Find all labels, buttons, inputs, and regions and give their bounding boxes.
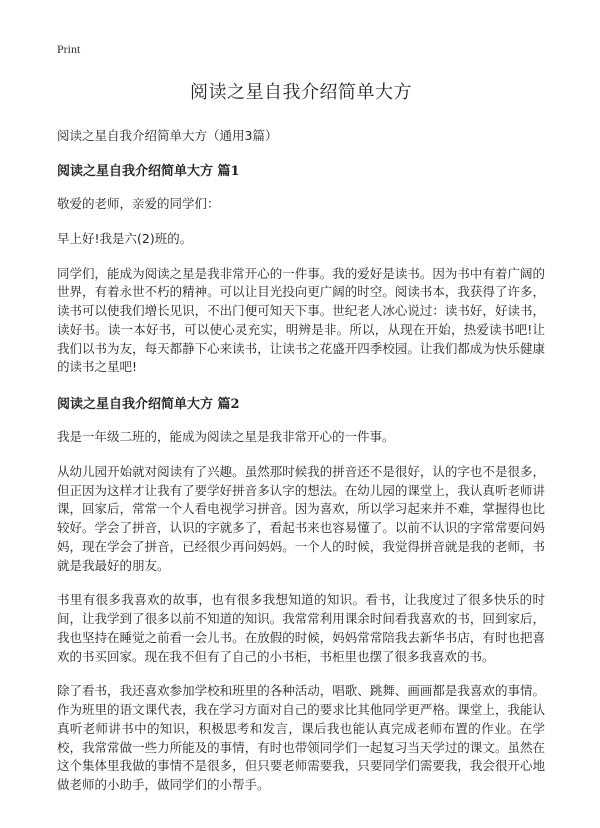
section-heading: 阅读之星自我介绍简单大方 篇2	[57, 397, 240, 412]
paragraph: 我是一年级二班的，能成为阅读之星是我非常开心的一件事。	[57, 429, 395, 444]
print-link[interactable]: Print	[57, 42, 81, 56]
paragraph: 除了看书，我还喜欢参加学校和班里的各种活动，唱歌、跳舞、画画都是我喜欢的事情。作为班里的语文课代表，我在学习方面对自己的要求比其他同学更严格。课堂上，我能认真听老师讲书中的知识，积极思考和发言，课后我也能认真完成老师布置的作业。在学校，我常常做一些力所能及的事情，有时也带领同学们一起复习当天学过的课文。虽然在这个集体里我做的事情不是很多，但只要老师需要我，只要同学们需要我，我会很开心地做老师的小助手，做同学们的小帮手。	[57, 683, 545, 792]
section-1	[57, 160, 545, 377]
section-2	[57, 393, 545, 795]
paragraph: 敬爱的老师，亲爱的同学们：	[57, 196, 220, 211]
section-heading: 阅读之星自我介绍简单大方 篇1	[57, 164, 240, 179]
page-title: 阅读之星自我介绍简单大方	[190, 82, 412, 103]
paragraph: 同学们，能成为阅读之星是我非常开心的一件事。我的爱好是读书。因为书中有着广阔的世界，有着永世不朽的精神。可以让目光投向更广阔的时空。阅读书本，我获得了许多，读书可以使我们增长见识，不出门便可知天下事。世纪老人冰心说过：读书好，好读书，读好书。读一本好书，可以使心灵充实，明辨是非。所以，从现在开始，热爱读书吧!让我们以书为友，每天都静下心来读书，让读书之花盛开四季校园。让我们都成为快乐健康的读书之星吧!	[57, 265, 545, 375]
paragraph: 从幼儿园开始就对阅读有了兴趣。虽然那时候我的拼音还不是很好，认的字也不是很多，但正因为这样才让我有了要学好拼音多认字的想法。在幼儿园的课堂上，我认真听老师讲课，回家后，常常一个人看电视学习拼音。因为喜欢，所以学习起来并不难，掌握得也比较好。学会了拼音，认识的字就多了，看起书来也容易懂了。以前不认识的字常常要问妈妈，现在学会了拼音，已经很少再问妈妈。一个人的时候，我觉得拼音就是我的老师，书就是我最好的朋友。	[57, 463, 545, 573]
paragraph: 早上好!我是六(2)班的。	[57, 230, 193, 246]
document-page	[57, 78, 545, 811]
document-subtitle: 阅读之星自我介绍简单大方（通用3篇）	[57, 128, 278, 143]
paragraph: 书里有很多我喜欢的故事，也有很多我想知道的知识。看书，让我度过了很多快乐的时间，让我学到了很多以前不知道的知识。我常常利用课余时间看我喜欢的书，回到家后，我也坚持在睡觉之前看一会儿书。在放假的时候，妈妈常常陪我去新华书店，有时也把喜欢的书买回家。现在我不但有了自己的小书柜，书柜里也摆了很多我喜欢的书。	[57, 592, 545, 664]
